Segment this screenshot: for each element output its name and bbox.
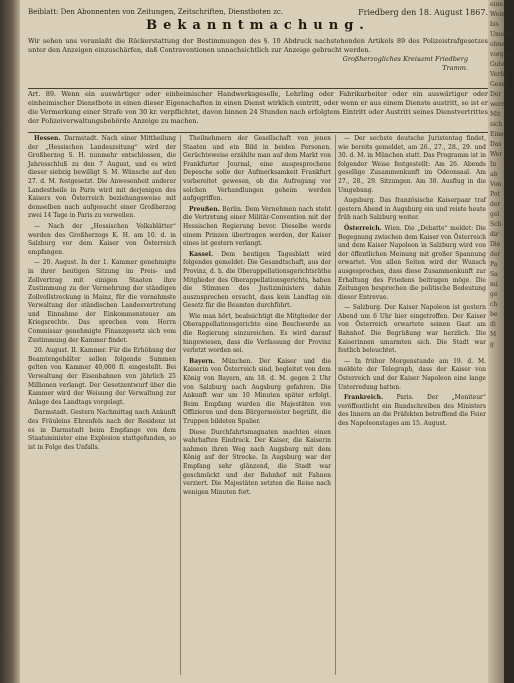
strip-fragment: g (490, 341, 494, 348)
strip-fragment: sich (490, 121, 503, 128)
strip-fragment: Mit (490, 111, 501, 118)
strip-fragment: Sch (490, 221, 502, 228)
article-paragraph (28, 409, 176, 452)
strip-fragment: Gute (490, 61, 505, 68)
strip-fragment: Geset (490, 81, 508, 88)
strip-fragment: Von (490, 181, 502, 188)
strip-fragment: In (490, 161, 497, 168)
article-paragraph (183, 429, 331, 498)
strip-fragment: der (490, 251, 501, 258)
strip-fragment: ge (490, 291, 498, 298)
paragraph-text: Wie man hört, beabsichtigt die Mitglieder der Oberappellationsgerichte eine Beschwerde an die Regierung einzureichen. Es wird darauf hingewiesen, dass die Verfassung der Provinz verletzt worden sei. (183, 312, 331, 355)
strip-fragment: dir (490, 231, 499, 238)
article-paragraph (183, 135, 331, 204)
paragraph-text: München. Der Kaiser und die Kaiserin von Österreich sind, begleitet von dem König von Bayern, am 18. d. M. gegen 2 Uhr von Salzburg nach Augsburg gefahren. Die Ankunft war um 10 Minuten später erfolgt. Beim Empfang wurden die Majestäten von Offizieren und dem Bürgermeister begrüßt, die Truppen bildeten Spalier. (183, 357, 331, 425)
article-89-notice (28, 90, 488, 126)
column-3 (338, 135, 486, 675)
strip-fragment: Eine (490, 131, 504, 138)
paragraph-text: — 20. August. In der 1. Kammer genehmigte in ihrer heutigen Sitzung im Preis- und Zollvertrag mit einigen Staaten ihre Zustimmung zu der Vermehrung der ständigen Zollvollstreckung in Mainz, für die vornehmste Verwaltung der ständischen Landesvertretung und Einnahme der Einkommensteuer am Kriegsrechte. Das sprechen vom Herrn Commissar genehmigte Finanzgesetz sich vom Zustimmung der Kammer findet. (28, 259, 176, 344)
article-paragraph (338, 197, 486, 223)
section-heading: Hessen. (34, 135, 65, 142)
strip-fragment: ab (490, 171, 498, 178)
strip-fragment: Die (490, 241, 501, 248)
article-paragraph (28, 259, 176, 345)
column-1 (28, 135, 176, 675)
intro-signature-name: Tramm. (442, 64, 468, 72)
divider-rule (28, 132, 488, 133)
paragraph-text: Dem heutigen Tagesblatt wird folgendes gemeldet: Die Gesandtschaft, aus der Provinz, d. h. die Oberappellationsgerichtsräthe Mitglieder des Oberappellationsgerichts, haben die Stimmen des Justizministers dahin auszusprechen ersucht, dass kein Landtag ein Gesetz für die Beamten durchführt. (183, 250, 331, 310)
strip-fragment: ohne (490, 41, 505, 48)
strip-fragment: Sa (490, 271, 498, 278)
section-heading: Frankreich. (344, 394, 397, 402)
adjacent-page-strip (488, 0, 514, 683)
strip-fragment: Wer (490, 151, 503, 158)
strip-fragment: be (490, 311, 498, 318)
article-paragraph (338, 225, 486, 302)
strip-fragment: werd (490, 101, 506, 108)
article-paragraph (28, 347, 176, 407)
article-paragraph (28, 223, 176, 257)
intro-notice (28, 37, 488, 73)
strip-fragment: Pot (490, 191, 500, 198)
section-heading: Kassel. (189, 250, 222, 258)
paragraph-text: Darmstadt. Nach einer Mittheilung der „Hessischen Landeszeitung“ wird der Großherzog S. H. nunmehr entschlossen, die Jahresschluß zu den 7 August, und es wird dieser siebzig bewilligt S. M. Wünsche auf den 27. d. M. festgesetzt. Die Anwesenheit anderer Landestheile in Paris wird mit derjenigen des Kaisers von Österreich beziehungsweise mit demselben nach aufgesucht einer Großherzog zwei 14 Tage in Paris zu verweilen. (28, 135, 177, 220)
article-paragraph (183, 251, 331, 311)
section-heading: Preußen. (189, 205, 223, 213)
header-date: Friedberg den 18. August 1867. (358, 8, 488, 17)
intro-text: Wir sehen uns veranlaßt die Rückerstattung der Bestimmungen des §. 10 Abdruck nachstehenden Artikels 89 des Polizeistrafgesetzes unter den Anzeigen einzuschärfen, daß Contraventionen unnachsichtlich zur Anzeige gebracht werden. (28, 37, 488, 54)
paragraph-text: Theilnehmern der Gesellschaft von jenen Staaten und ein Bild in beiden Personen. Gerüchteweise erzählte man auf dem Markt von Frankfurter Journal, eine ausgesprochene Depesche solle der Aufmerksamkeit Frankfurt vorbereitet gewesen, ob die Aufregung vor solchen Verhandlungen geheim werden aufgegriffen. (183, 135, 331, 203)
paragraph-text: 20. August. II. Kammer. Für die Erhöhung der Beamtengehälter sollen folgende Summen gelten von Kammer 40,000 fl. eingestellt. Bei Verwaltung der Eisenbahnen von jährlich 25 Millionen verlangt. Der Gesetzentwurf über die Kammer wird der Weisung der Verwaltung zur Anlage des Landtags vorgelegt. (28, 347, 176, 406)
paragraph-text: — Der sechste deutsche Juristentag findet, wie bereits gemeldet, am 26., 27., 28., 29. und 30. d. M. in München statt. Das Programm ist in folgender Weise festgestellt: Am 26. Abends gesellige Zusammenkunft im Odeonsaal. Am 27., 28., 29. Sitzungen. Am 30. Ausflug in die Umgebung. (338, 135, 486, 194)
strip-fragment: eine (490, 1, 503, 8)
paragraph-text: — Salzburg. Der Kaiser Napoleon ist gestern Abend um 6 Uhr hier eingetroffen. Der Kaiser von Österreich erwartete seinen Gast am Bahnhof. Die Begrüßung war herzlich. Die Kaiserinnen umarmten sich. Die Stadt war festlich beleuchtet. (338, 304, 486, 355)
strip-fragment: Pa (490, 261, 498, 268)
paragraph-text: Augsburg. Das französische Kaiserpaar traf gestern Abend in Augsburg ein und reiste heute früh nach Salzburg weiter. (338, 197, 486, 222)
article-paragraph (338, 304, 486, 356)
binding-gutter (0, 0, 20, 683)
paragraph-text: Berlin. Dem Vernehmen nach steht die Vertretung einer Militär-Convention mit der Hessischen Regierung bevor. Dieselbe werde einem Prinzen übertragen werden, der Kaiser eines ist gestern verlangt. (183, 205, 331, 248)
column-separator (180, 135, 181, 675)
strip-fragment: ch (490, 301, 498, 308)
paragraph-text: Paris. Der „Moniteur“ veröffentlicht ein Rundschreiben des Ministers des Innern an die Präfekten betreffend die Feier des Napoleonstages am 15. August. (338, 394, 486, 427)
strip-fragment: Der (490, 91, 502, 98)
page-title: Bekanntmachung. (146, 18, 370, 33)
header-left: Beiblatt: Den Abonnenten von Zeitungen, Zeitschriften, Dienstboten zc. (28, 8, 284, 16)
divider-rule (28, 88, 488, 89)
article-paragraph (183, 358, 331, 427)
article-paragraph (338, 135, 486, 195)
article-paragraph (183, 313, 331, 356)
paragraph-text: Darmstadt. Gestern Nachmittag nach Ankunft des Fräuleins Ehrenfels nach der Residenz ist es in Darmstadt beim Empfange von dem Staatsminister eine Explosion stattgefunden, so ist in Folge des Unfalls. (28, 409, 176, 451)
article-paragraph (183, 206, 331, 249)
section-heading: Österreich. (344, 224, 385, 232)
column-2 (183, 135, 331, 675)
paragraph-text: — In früher Morgenstunde am 19. d. M. meldete der Telegraph, dass der Kaiser von Österreich und der Kaiser Napoleon eine lange Unterredung hatten. (338, 357, 486, 391)
strip-fragment: bis (490, 21, 499, 28)
paragraph-text: Diese Durchfahrtsmagnaten machten einen wahrhaften Eindruck. Der Kaiser, die Kaiserin nahmen ihren Weg nach Augsburg mit dem König auf der Strecke. In Augsburg war der Empfang sehr glänzend, die Stadt war geschmückt und der Bahnhof mit Fahnen verziert. Die Majestäten setzten die Reise nach wenigen Minuten fort. (183, 428, 331, 496)
intro-signature: Großherzogliches Kreisamt Friedberg (342, 55, 468, 63)
strip-fragment: gel (490, 211, 500, 218)
strip-fragment: Umstän (490, 31, 514, 38)
strip-fragment: M (490, 331, 497, 338)
notice-text: Art. 89. Wenn ein auswärtiger oder einheimischer Handwerksgeselle, Lehrling oder Fabrikarbeiter oder ein auswärtiger oder einheimischer Dienstbote in einen dieser Eigenschaften in einen Dienst wirklich eintritt, oder wenn er aus einem Dienste austritt, so ist er die Vermerkung einer Strafe von 30 kr. verpflichtet, davon binnen 24 Stunden nach erfolgtem Eintritt oder Austritt seines Dienstvertrittes der Polizeiverwaltungsbehörde Anzeige zu machen. (28, 90, 488, 125)
strip-fragment: Verfa (490, 71, 506, 78)
strip-fragment: mi (490, 281, 498, 288)
column-separator (335, 135, 336, 675)
strip-fragment: Das (490, 141, 502, 148)
section-heading: Bayern. (189, 357, 222, 365)
strip-fragment: Wein (490, 11, 506, 18)
strip-fragment: der (490, 201, 501, 208)
strip-fragment: di (490, 321, 496, 328)
article-paragraph (28, 135, 176, 221)
strip-fragment: vorgen (490, 51, 512, 58)
paragraph-text: Wien. Die „Debatte“ meldet: Die Begegnung zwischen dem Kaiser von Österreich und dem Kaiser Napoleon in Salzburg wird von der öffentlichen Meinung mit großer Spannung erwartet. Von allen Seiten wird der Wunsch ausgesprochen, dass diese Zusammenkunft zur Erhaltung des Friedens beitragen möge. Die Zeitungen besprechen die politische Bedeutung dieser Entrevue. (338, 224, 486, 301)
paragraph-text: — Nach der „Hessischen Volksblätter“ werden des Großherzogs K. H. am 10. d. in Salzburg vor dem Kaiser von Österreich empfangen. (28, 222, 176, 256)
article-paragraph (338, 394, 486, 428)
article-paragraph (338, 358, 486, 392)
